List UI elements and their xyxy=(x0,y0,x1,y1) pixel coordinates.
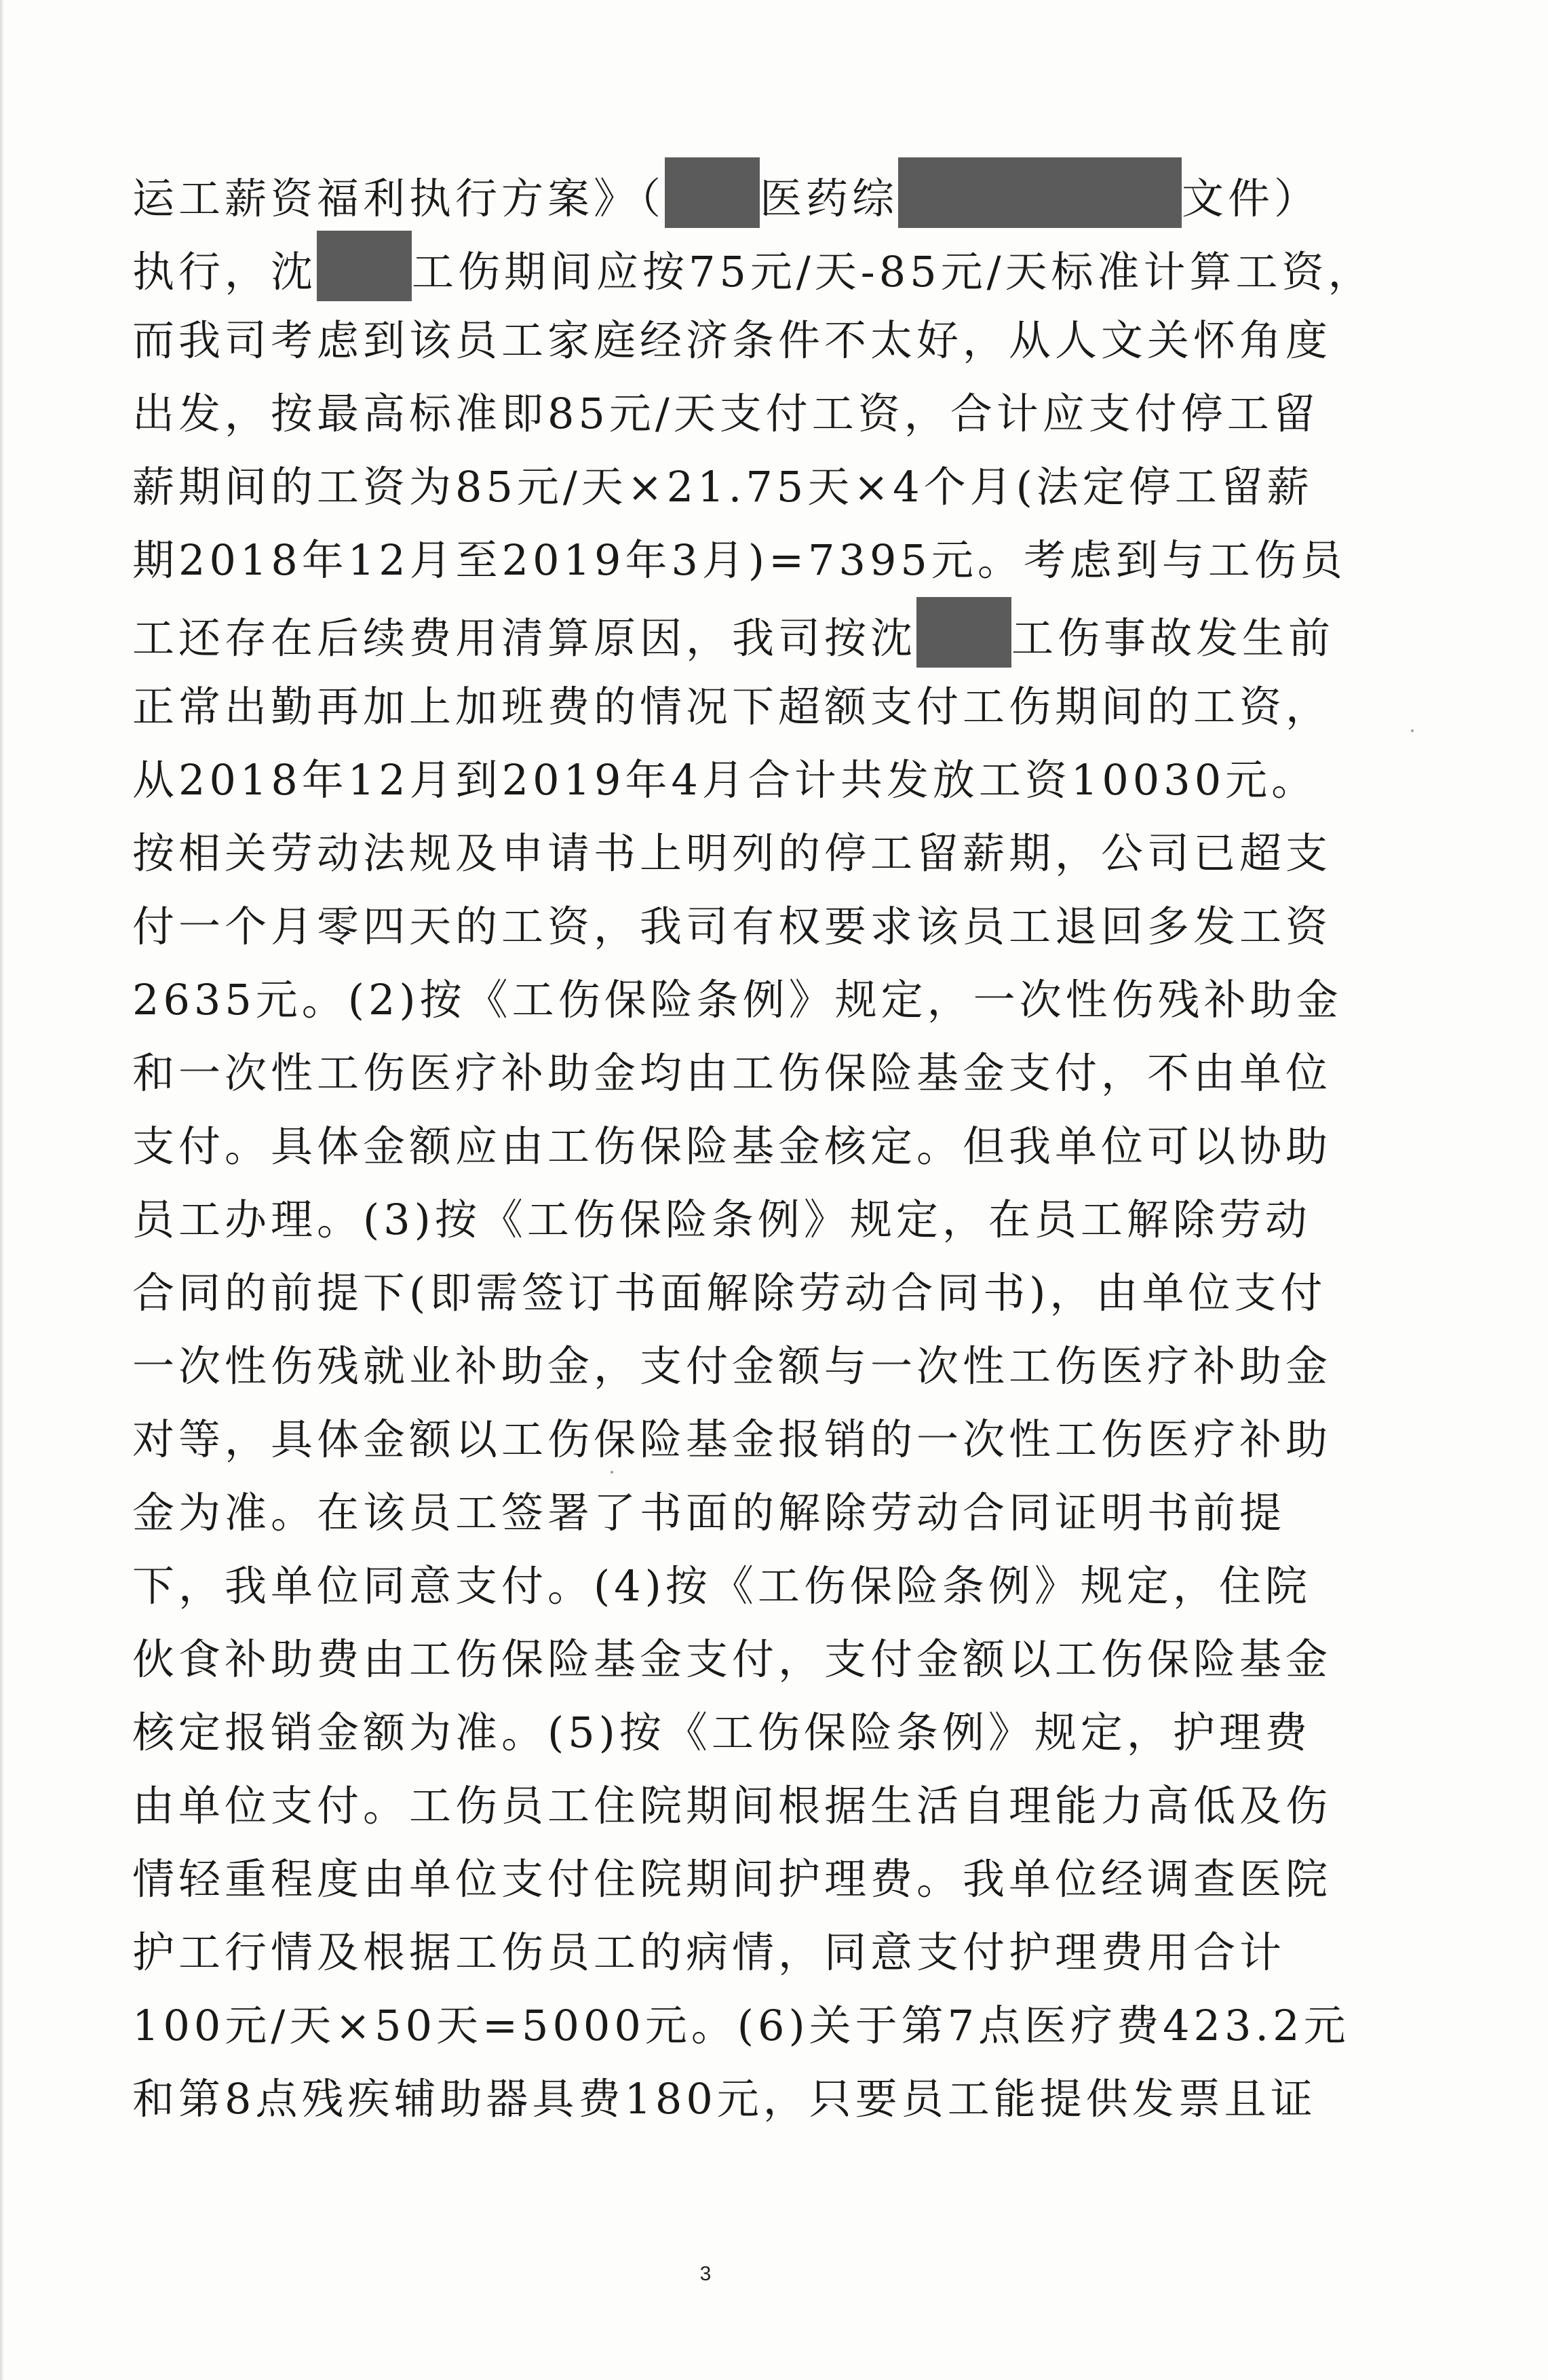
page-number: 3 xyxy=(699,2263,712,2285)
text-line xyxy=(132,1330,1332,1403)
text-line xyxy=(132,744,1318,817)
text-segment: 支付。具体金额应由工伤保险基金核定。但我单位可以协助 xyxy=(132,1121,1332,1171)
text-line xyxy=(132,1696,1311,1769)
text-segment: 出发，按最高标准即85元/天支付工资，合计应支付停工留 xyxy=(132,389,1319,438)
text-line xyxy=(132,1989,1350,2062)
text-segment: 正常出勤再加上加班费的情况下超额支付工伤期间的工资， xyxy=(132,682,1332,731)
text-segment: 期2018年12月至2019年3月)=7395元。考虑到与工伤员 xyxy=(132,535,1347,585)
text-segment: 2635元。(2)按《工伤保险条例》规定，一次性伤残补助金 xyxy=(132,975,1342,1024)
text-segment: 一次性伤残就业补助金，支付金额与一次性工伤医疗补助金 xyxy=(132,1341,1332,1391)
body-text xyxy=(132,157,1374,2136)
text-segment: 付一个月零四天的工资，我司有权要求该员工退回多发工资 xyxy=(132,902,1332,951)
text-segment: 从2018年12月到2019年4月合计共发放工资10030元。 xyxy=(132,755,1318,805)
text-line xyxy=(132,597,1335,670)
text-segment: 伙食补助费由工伤保险基金支付，支付金额以工伤保险基金 xyxy=(132,1634,1332,1684)
text-line xyxy=(132,377,1319,450)
text-line xyxy=(132,1843,1332,1916)
text-segment: 员工办理。(3)按《工伤保险条例》规定，在员工解除劳动 xyxy=(132,1195,1311,1244)
text-segment: 金为准。在该员工签署了书面的解除劳动合同证明书前提 xyxy=(132,1488,1286,1537)
text-segment: 下，我单位同意支付。(4)按《工伤保险条例》规定，住院 xyxy=(132,1561,1311,1611)
text-segment: 运工薪资福利执行方案》（ xyxy=(132,174,665,223)
scan-edge-shadow xyxy=(0,0,4,2380)
text-line xyxy=(132,1476,1299,1550)
text-segment: 合同的前提下(即需签订书面解除劳动合同书)，由单位支付 xyxy=(132,1268,1327,1318)
text-line xyxy=(132,157,1321,231)
text-segment: 文件） xyxy=(1182,174,1321,223)
text-segment: 和第8点残疾辅助器具费180元，只要员工能提供发票且证 xyxy=(132,2074,1317,2124)
text-segment: 100元/天×50天=5000元。(6)关于第7点医疗费423.2元 xyxy=(132,2001,1350,2050)
scan-speck xyxy=(1411,729,1414,732)
text-line xyxy=(132,1110,1332,1183)
redaction-box xyxy=(898,157,1182,228)
scan-speck xyxy=(611,1471,613,1474)
text-line xyxy=(132,1037,1332,1110)
text-line xyxy=(132,963,1342,1037)
text-segment: 由单位支付。工伤员工住院期间根据生活自理能力高低及伤 xyxy=(132,1781,1332,1830)
text-segment: 核定报销金额为准。(5)按《工伤保险条例》规定，护理费 xyxy=(132,1708,1311,1757)
redaction-box xyxy=(916,597,1011,668)
text-segment: 工还存在后续费用清算原因，我司按沈 xyxy=(132,613,917,663)
text-segment: 情轻重程度由单位支付住院期间护理费。我单位经调查医院 xyxy=(132,1854,1332,1904)
text-line xyxy=(132,670,1332,744)
text-line xyxy=(132,231,1374,304)
text-segment: 而我司考虑到该员工家庭经济条件不太好，从人文关怀角度 xyxy=(132,315,1332,365)
text-segment: 工伤事故发生前 xyxy=(1011,613,1335,663)
text-line xyxy=(132,1769,1332,1843)
text-line xyxy=(132,450,1313,524)
text-line xyxy=(132,1256,1327,1330)
redaction-box xyxy=(317,231,412,301)
text-segment: 薪期间的工资为85元/天×21.75天×4个月(法定停工留薪 xyxy=(132,462,1313,512)
text-line xyxy=(132,890,1332,963)
text-line xyxy=(132,524,1347,597)
text-segment: 工伤期间应按75元/天-85元/天标准计算工资， xyxy=(412,247,1374,296)
text-line xyxy=(132,1916,1299,1989)
text-line xyxy=(132,1623,1332,1696)
text-line xyxy=(132,1550,1311,1623)
text-line xyxy=(132,1183,1311,1256)
text-line xyxy=(132,817,1332,890)
text-segment: 执行，沈 xyxy=(132,247,317,296)
text-segment: 医药综 xyxy=(760,174,899,223)
text-line xyxy=(132,304,1332,377)
redaction-box xyxy=(665,157,760,228)
text-line xyxy=(132,1403,1332,1476)
text-segment: 对等，具体金额以工伤保险基金报销的一次性工伤医疗补助 xyxy=(132,1415,1332,1464)
text-line xyxy=(132,2062,1317,2136)
text-segment: 按相关劳动法规及申请书上明列的停工留薪期，公司已超支 xyxy=(132,828,1332,878)
text-segment: 护工行情及根据工伤员工的病情，同意支付护理费用合计 xyxy=(132,1927,1286,1977)
text-segment: 和一次性工伤医疗补助金均由工伤保险基金支付，不由单位 xyxy=(132,1048,1332,1098)
